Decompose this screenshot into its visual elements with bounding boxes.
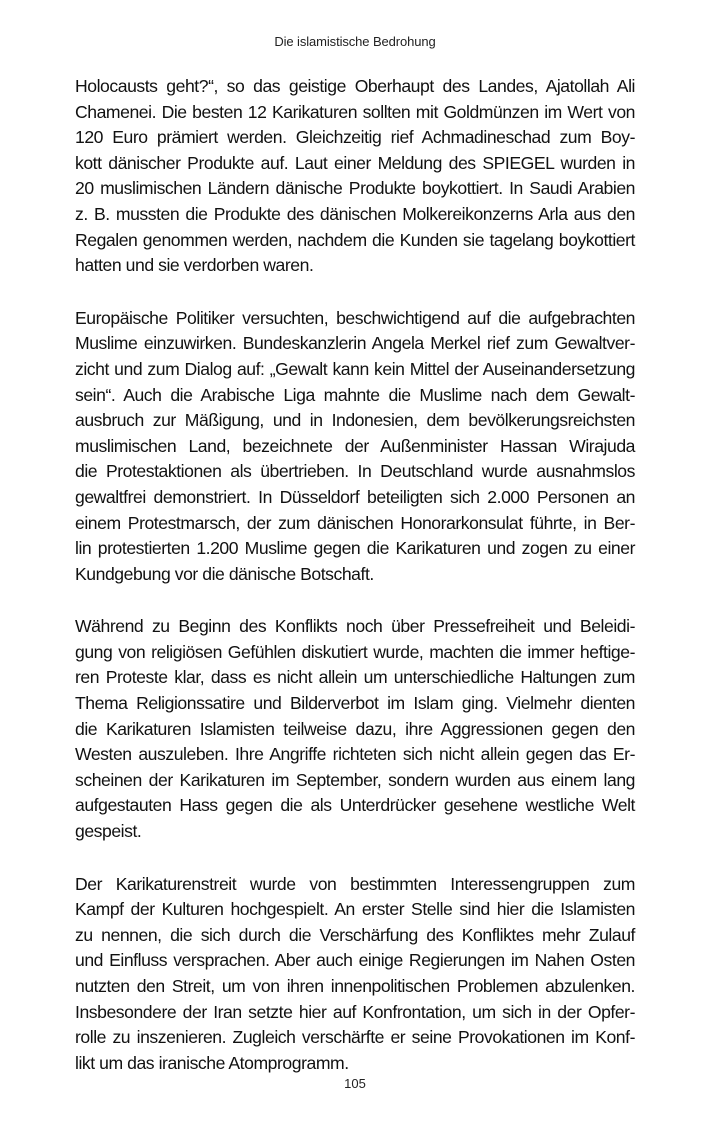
text-line: Kampf der Kulturen hochgespielt. An erster Stelle sind hier die Islamisten <box>75 899 635 920</box>
text-line: Holocausts geht?“, so das geistige Oberhaupt des Landes, Ajatollah Ali <box>75 76 635 96</box>
text-line: gewaltfrei demonstriert. In Düsseldorf beteiligten sich 2.000 Personen an <box>75 486 635 507</box>
text-line: ren Proteste klar, dass es nicht allein um unterschiedliche Haltungen zum <box>75 667 635 688</box>
text-line: 20 muslimischen Ländern dänische Produkte boykottiert. In Saudi Arabien <box>75 178 635 199</box>
text-line: scheinen der Karikaturen im September, sondern wurden aus einem lang <box>75 769 635 790</box>
text-line: kott dänischer Produkte auf. Laut einer Meldung des SPIEGEL wurden in <box>75 152 635 173</box>
text-line: lin protestierten 1.200 Muslime gegen die Karikaturen und zogen zu einer <box>75 538 635 559</box>
paragraph <box>75 306 635 588</box>
text-line: muslimischen Land, bezeichnete der Außenminister Hassan Wirajuda <box>75 435 635 456</box>
text-line: aufgestauten Hass gegen die als Unterdrücker gesehene westliche Welt <box>75 795 635 816</box>
body-text <box>75 74 635 1103</box>
paragraph <box>75 74 635 279</box>
text-line: die Protestaktionen als übertrieben. In Deutschland wurde ausnahmslos <box>75 461 635 482</box>
text-line: gung von religiösen Gefühlen diskutiert wurde, machten die immer heftige- <box>75 641 635 662</box>
running-header: Die islamistische Bedrohung <box>274 34 436 49</box>
text-line: Der Karikaturenstreit wurde von bestimmten Interessengruppen zum <box>75 873 635 894</box>
text-line: zicht und zum Dialog auf: „Gewalt kann kein Mittel der Auseinandersetzung <box>75 358 635 379</box>
text-line: die Karikaturen Islamisten teilweise dazu, ihre Aggressionen gegen den <box>75 718 635 739</box>
text-line: likt um das iranische Atomprogramm. <box>75 1052 349 1073</box>
paragraph <box>75 614 635 844</box>
paragraph <box>75 872 635 1077</box>
text-line: hatten und sie verdorben waren. <box>75 255 314 276</box>
text-line: gespeist. <box>75 821 142 842</box>
text-line: Chamenei. Die besten 12 Karikaturen sollten mit Goldmünzen im Wert von <box>75 101 635 122</box>
text-line: rolle zu inszenieren. Zugleich verschärfte er seine Provokationen im Konf- <box>75 1027 635 1048</box>
text-line: zu nennen, die sich durch die Verschärfung des Konfliktes mehr Zulauf <box>75 924 635 945</box>
text-line: z. B. mussten die Produkte des dänischen Molkereikonzerns Arla aus den <box>75 203 635 224</box>
text-line: Insbesondere der Iran setzte hier auf Konfrontation, um sich in der Opfer- <box>75 1001 635 1022</box>
text-line: Westen auszuleben. Ihre Angriffe richteten sich nicht allein gegen das Er- <box>75 744 635 765</box>
text-line: Während zu Beginn des Konflikts noch über Pressefreiheit und Beleidi- <box>75 616 635 637</box>
text-line: Europäische Politiker versuchten, beschwichtigend auf die aufgebrachten <box>75 307 635 328</box>
text-line: nutzten den Streit, um von ihren innenpolitischen Problemen abzulenken. <box>75 976 635 996</box>
text-line: und Einfluss versprachen. Aber auch einige Regierungen im Nahen Osten <box>75 950 635 971</box>
text-line: sein“. Auch die Arabische Liga mahnte die Muslime nach dem Gewalt- <box>75 384 635 405</box>
text-line: 120 Euro prämiert werden. Gleichzeitig rief Achmadineschad zum Boy- <box>75 127 635 148</box>
text-line: einem Protestmarsch, der zum dänischen Honorarkonsulat führte, in Ber- <box>75 512 635 533</box>
text-line: ausbruch zur Mäßigung, und in Indonesien, dem bevölkerungsreichsten <box>75 410 635 431</box>
text-line: Regalen genommen werden, nachdem die Kunden sie tagelang boykottiert <box>75 229 635 250</box>
text-line: Kundgebung vor die dänische Botschaft. <box>75 563 374 584</box>
text-line: Thema Religionssatire und Bilderverbot im Islam ging. Vielmehr dienten <box>75 693 635 714</box>
page-number: 105 <box>344 1076 366 1091</box>
text-line: Muslime einzuwirken. Bundeskanzlerin Angela Merkel rief zum Gewaltver- <box>75 333 635 354</box>
